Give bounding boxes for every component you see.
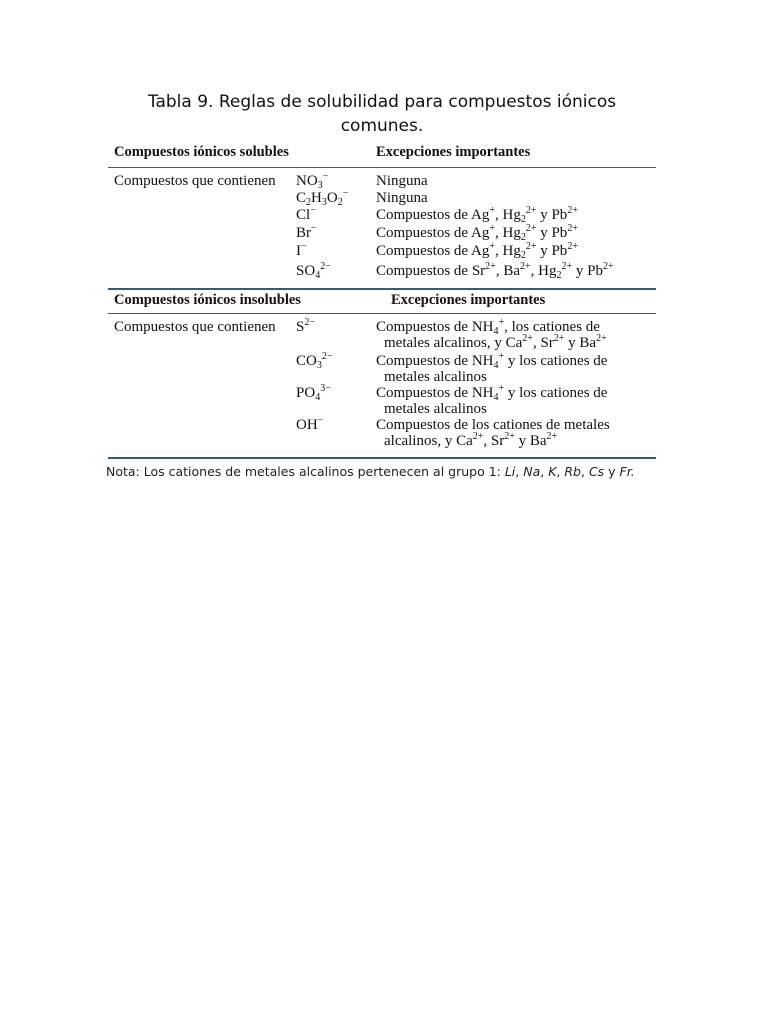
soluble-lead: Compuestos que contienen bbox=[114, 173, 276, 189]
exception-text: Ninguna bbox=[376, 190, 428, 206]
note-separator: , bbox=[556, 464, 565, 479]
ion-formula: OH− bbox=[296, 415, 324, 433]
ion-formula: Cl− bbox=[296, 205, 316, 223]
exception-text: Compuestos de $Sr^{2+}$, $Ba^{2+}$, $Hg_2^{2+}$ y $Pb^{2+}$ bbox=[376, 261, 614, 281]
note-separator: y bbox=[604, 464, 620, 479]
caption-title-line1: Reglas de solubilidad para compuestos iónicos bbox=[218, 92, 617, 112]
table-row bbox=[108, 242, 656, 260]
ion-formula: $C_2H_3O_2^-$ bbox=[296, 188, 349, 208]
table-row-continuation bbox=[108, 432, 656, 450]
note-separator: , bbox=[515, 464, 524, 479]
caption-label: Tabla 9. bbox=[147, 92, 214, 112]
soluble-header-col2: Excepciones importantes bbox=[376, 144, 531, 160]
insoluble-lead: Compuestos que contienen bbox=[114, 319, 276, 335]
table-note bbox=[106, 464, 635, 479]
ion-formula: I− bbox=[296, 241, 307, 259]
note-suffix: . bbox=[630, 464, 635, 479]
exception-text: Compuestos de los cationes de metales bbox=[376, 417, 610, 433]
note-element: Li bbox=[504, 464, 516, 479]
ion-formula: $CO_3^{2-}$ bbox=[296, 351, 333, 371]
table-row bbox=[108, 262, 656, 280]
note-element: Fr bbox=[619, 464, 631, 479]
note-element: K bbox=[548, 464, 557, 479]
exception-text: Compuestos de $NH_4^+$, los cationes de bbox=[376, 317, 600, 337]
exception-text: Compuestos de Ag+, $Hg_2^{2+}$ y $Pb^{2+}$ bbox=[376, 241, 578, 261]
exception-text: metales alcalinos bbox=[384, 369, 487, 385]
note-separator: , bbox=[580, 464, 589, 479]
ion-formula: $SO_4^{2-}$ bbox=[296, 261, 331, 281]
note-element: Rb bbox=[564, 464, 581, 479]
exception-text: Compuestos de $NH_4^+$ y los cationes de bbox=[376, 351, 608, 371]
section-divider bbox=[108, 288, 656, 290]
ion-formula: $PO_4^{3-}$ bbox=[296, 383, 331, 403]
table-row bbox=[108, 206, 656, 224]
soluble-header-rule bbox=[108, 167, 656, 168]
insoluble-header-row bbox=[108, 292, 656, 314]
exception-text: metales alcalinos bbox=[384, 401, 487, 417]
exception-text: Compuestos de Ag+, $Hg_2^{2+}$ y $Pb^{2+}$ bbox=[376, 205, 578, 225]
ion-formula: $S^{2-}$ bbox=[296, 317, 315, 335]
note-element: Cs bbox=[588, 464, 605, 479]
note-separator: , bbox=[540, 464, 549, 479]
exception-text: alcalinos, y $Ca^{2+}$, $Sr^{2+}$ y $Ba^{2+}$ bbox=[384, 431, 558, 449]
soluble-header-row bbox=[108, 144, 656, 166]
table-row-continuation bbox=[108, 334, 656, 352]
table-caption bbox=[108, 90, 656, 138]
caption-title-line2: comunes. bbox=[340, 116, 424, 136]
exception-text: Compuestos de Ag+, $Hg_2^{2+}$ y $Pb^{2+}$ bbox=[376, 223, 578, 243]
table-bottom-rule bbox=[108, 457, 656, 459]
ion-formula: $NO_3^-$ bbox=[296, 171, 329, 191]
insoluble-header-col2: Excepciones importantes bbox=[391, 292, 546, 308]
insoluble-header-rule bbox=[108, 313, 656, 314]
table-row bbox=[108, 224, 656, 242]
insoluble-header-col1: Compuestos iónicos insolubles bbox=[114, 292, 301, 308]
exception-text: Compuestos de $NH_4^+$ y los cationes de bbox=[376, 383, 608, 403]
ion-formula: Br− bbox=[296, 223, 317, 241]
soluble-header-col1: Compuestos iónicos solubles bbox=[114, 144, 289, 160]
exception-text: Ninguna bbox=[376, 173, 428, 189]
note-prefix: Nota: Los cationes de metales alcalinos pertenecen al grupo 1: bbox=[106, 464, 505, 479]
table-row bbox=[108, 172, 656, 190]
note-element: Na bbox=[523, 464, 541, 479]
exception-text: metales alcalinos, y $Ca^{2+}$, $Sr^{2+}$ y $Ba^{2+}$ bbox=[384, 333, 607, 351]
